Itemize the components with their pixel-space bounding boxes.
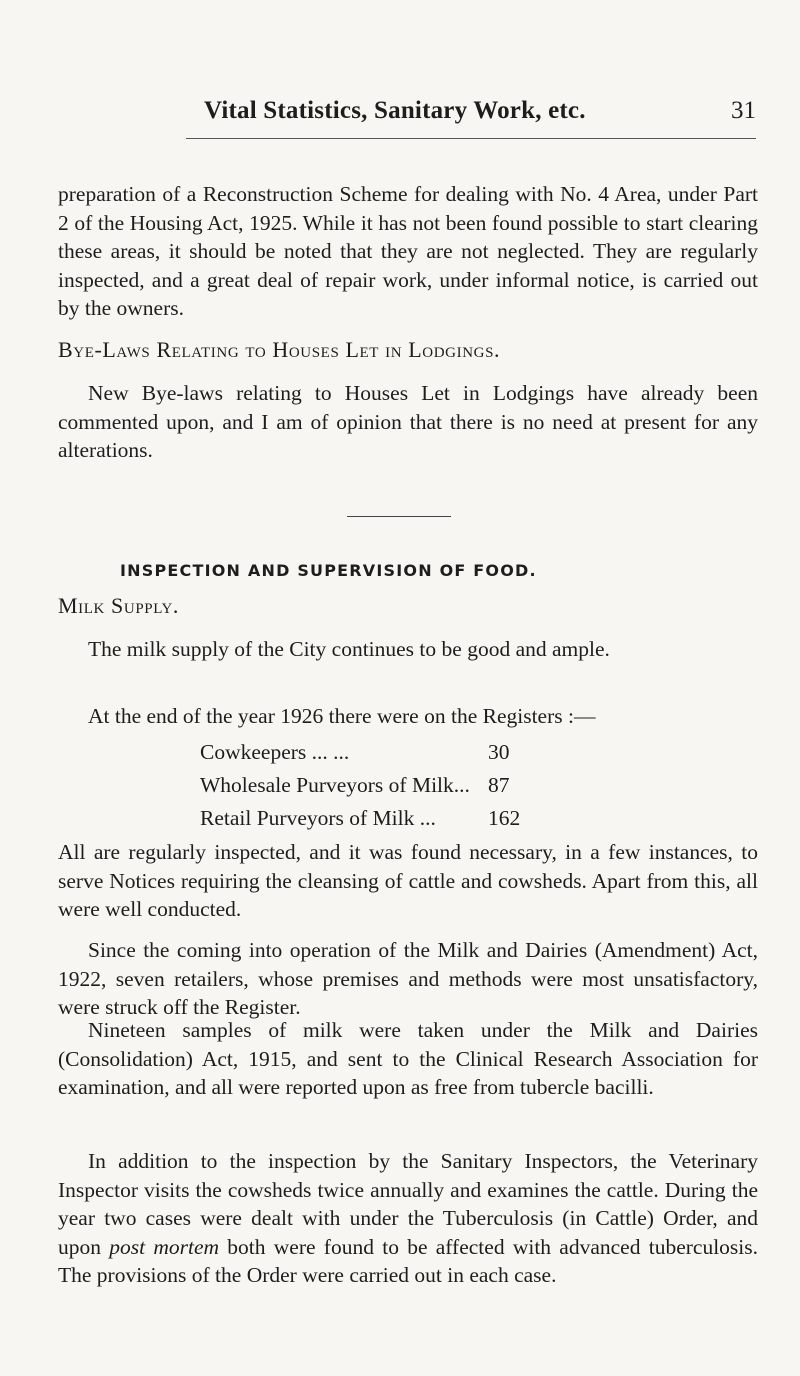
register-count: 30 — [488, 740, 510, 764]
page-number: 31 — [731, 97, 756, 124]
paragraph-bye-laws: New Bye-laws relating to Houses Let in Lodgings have already been commented upon, and I am of opinion that there is no need at present for any alterations. — [58, 381, 758, 462]
registers-row — [200, 736, 620, 769]
register-count: 162 — [488, 806, 521, 830]
paragraph-samples: Nineteen samples of milk were taken under the Milk and Dairies (Consolidation) Act, 1915, and sent to the Clinical Research Association for examination, and all were reported upon as free from tubercle bacilli. — [58, 1018, 758, 1099]
section-divider — [347, 516, 451, 517]
heading-milk-supply: Milk Supply. — [58, 593, 179, 618]
paragraph-amendment-act: Since the coming into operation of the Milk and Dairies (Amendment) Act, 1922, seven retailers, whose premises and methods were most unsatisfactory, were struck off the Register. — [58, 938, 758, 1019]
paragraph-veterinary — [58, 1147, 758, 1290]
paragraph-reconstruction: preparation of a Reconstruction Scheme for dealing with No. 4 Area, under Part 2 of the Housing Act, 1925. While it has not been found possible to start clearing these areas, it should be noted that they are not neglected. They are regularly inspected, and a great deal of repair work, under informal notice, is carried out by the owners. — [58, 182, 758, 320]
paragraph-inspections: All are regularly inspected, and it was found necessary, in a few instances, to serve Notices requiring the cleansing of cattle and cowsheds. Apart from this, all were well conducted. — [58, 840, 758, 921]
register-name: Retail Purveyors of Milk ... — [200, 806, 436, 830]
veterinary-text-start: In addition to the inspection by the Sanitary Inspectors, the Veterinary Inspector visits the cowsheds twice annually and examines the cattle. During the year two cases were dealt with under the Tuberculosis (in Cattle) Order, and upon — [58, 1149, 758, 1259]
registers-table — [200, 736, 620, 835]
register-count: 87 — [488, 773, 510, 797]
registers-row — [200, 802, 620, 835]
veterinary-text-end: both were found to be affected with advanced tuberculosis. The provisions of the Order were carried out in each case. — [58, 1234, 758, 1287]
heading-bye-laws: Bye-Laws Relating to Houses Let in Lodgings. — [58, 337, 501, 362]
registers-row — [200, 769, 620, 802]
paragraph-registers-intro: At the end of the year 1926 there were on the Registers :— — [88, 704, 596, 728]
register-name: Wholesale Purveyors of Milk... — [200, 773, 470, 797]
paragraph-milk-supply: The milk supply of the City continues to be good and ample. — [88, 637, 610, 661]
register-name: Cowkeepers ... ... — [200, 740, 350, 764]
veterinary-text-italic: post mortem — [109, 1234, 220, 1259]
heading-inspection-food: INSPECTION AND SUPERVISION OF FOOD. — [120, 561, 537, 580]
header-title: Vital Statistics, Sanitary Work, etc. — [204, 97, 586, 124]
running-header — [186, 95, 756, 139]
header-rule — [186, 138, 756, 139]
